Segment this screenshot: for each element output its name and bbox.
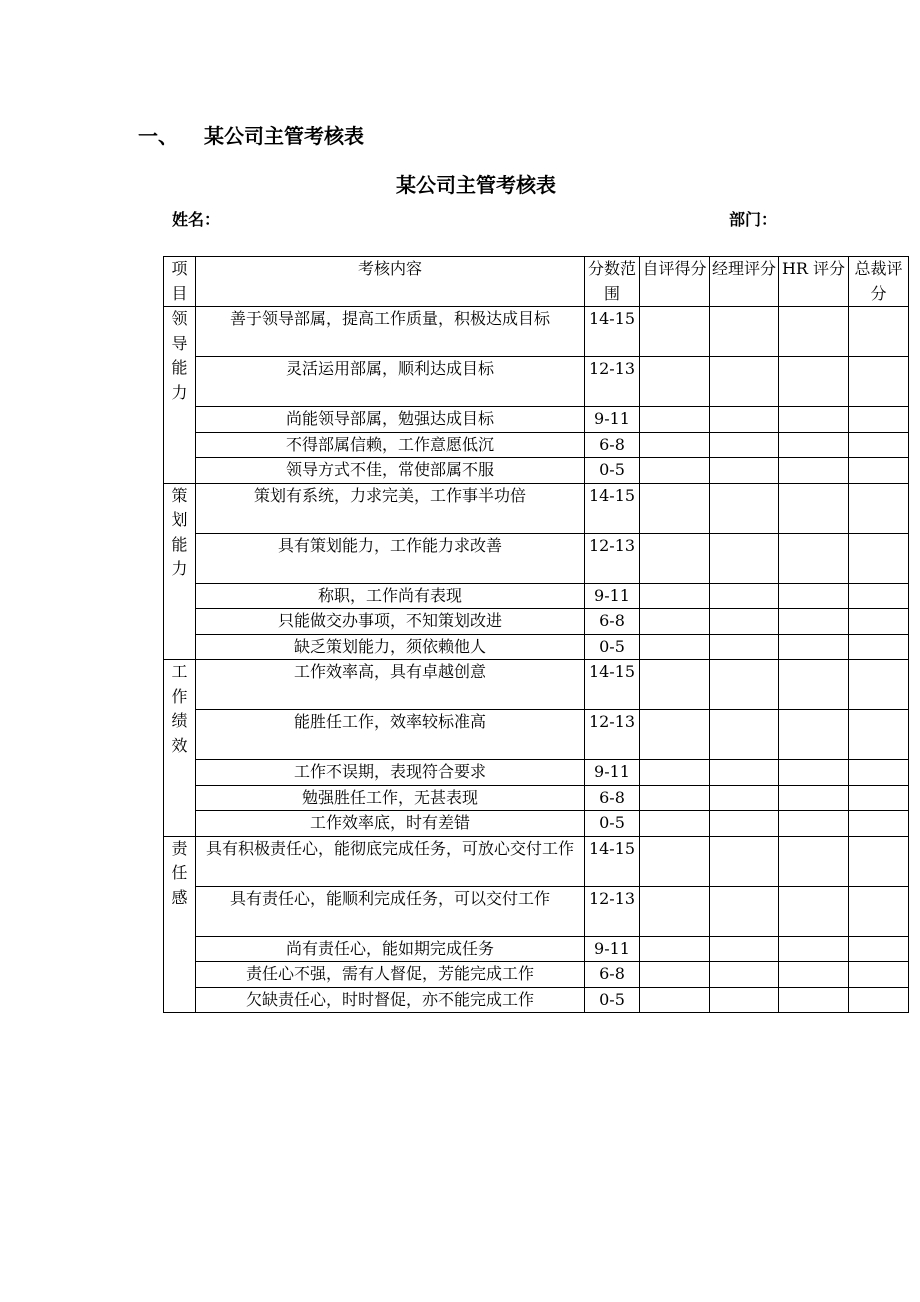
range-cell: 9-11: [585, 583, 640, 609]
table-row: [164, 609, 909, 635]
president-score-cell[interactable]: [849, 836, 909, 886]
manager-score-cell[interactable]: [710, 785, 779, 811]
section-number: 一、: [138, 124, 178, 148]
self-score-cell[interactable]: [640, 357, 710, 407]
range-cell: 0-5: [585, 634, 640, 660]
self-score-cell[interactable]: [640, 836, 710, 886]
manager-score-cell[interactable]: [710, 432, 779, 458]
self-score-cell[interactable]: [640, 307, 710, 357]
content-cell: 策划有系统，力求完美，工作事半功倍: [196, 483, 585, 533]
table-row: [164, 811, 909, 837]
content-cell: 尚能领导部属，勉强达成目标: [196, 407, 585, 433]
department-label: 部门：: [729, 210, 778, 229]
self-score-cell[interactable]: [640, 886, 710, 936]
self-score-cell[interactable]: [640, 533, 710, 583]
header-hr-score: HR 评分: [779, 257, 849, 307]
table-row: [164, 357, 909, 407]
president-score-cell[interactable]: [849, 407, 909, 433]
manager-score-cell[interactable]: [710, 836, 779, 886]
content-cell: 工作效率底，时有差错: [196, 811, 585, 837]
manager-score-cell[interactable]: [710, 583, 779, 609]
self-score-cell[interactable]: [640, 609, 710, 635]
hr-score-cell[interactable]: [779, 936, 849, 962]
range-cell: 12-13: [585, 710, 640, 760]
range-cell: 12-13: [585, 533, 640, 583]
header-category: 项目: [164, 257, 196, 307]
manager-score-cell[interactable]: [710, 357, 779, 407]
president-score-cell[interactable]: [849, 533, 909, 583]
manager-score-cell[interactable]: [710, 760, 779, 786]
content-cell: 领导方式不佳，常使部属不服: [196, 458, 585, 484]
category-cell: 责任感: [164, 836, 196, 1013]
table-row: [164, 886, 909, 936]
president-score-cell[interactable]: [849, 710, 909, 760]
hr-score-cell[interactable]: [779, 836, 849, 886]
self-score-cell[interactable]: [640, 962, 710, 988]
table-row: [164, 533, 909, 583]
range-cell: 12-13: [585, 357, 640, 407]
self-score-cell[interactable]: [640, 407, 710, 433]
table-row: [164, 710, 909, 760]
hr-score-cell[interactable]: [779, 811, 849, 837]
content-cell: 具有积极责任心，能彻底完成任务，可放心交付工作: [196, 836, 585, 886]
content-cell: 灵活运用部属，顺利达成目标: [196, 357, 585, 407]
self-score-cell[interactable]: [640, 483, 710, 533]
president-score-cell[interactable]: [849, 483, 909, 533]
hr-score-cell[interactable]: [779, 583, 849, 609]
manager-score-cell[interactable]: [710, 407, 779, 433]
content-cell: 工作不误期，表现符合要求: [196, 760, 585, 786]
range-cell: 0-5: [585, 987, 640, 1013]
hr-score-cell[interactable]: [779, 609, 849, 635]
table-row: [164, 432, 909, 458]
president-score-cell[interactable]: [849, 357, 909, 407]
manager-score-cell[interactable]: [710, 458, 779, 484]
name-label: 姓名：: [172, 210, 221, 229]
content-cell: 不得部属信赖，工作意愿低沉: [196, 432, 585, 458]
self-score-cell[interactable]: [640, 583, 710, 609]
president-score-cell[interactable]: [849, 660, 909, 710]
hr-score-cell[interactable]: [779, 886, 849, 936]
range-cell: 9-11: [585, 407, 640, 433]
president-score-cell[interactable]: [849, 936, 909, 962]
table-row: [164, 962, 909, 988]
range-cell: 14-15: [585, 836, 640, 886]
manager-score-cell[interactable]: [710, 307, 779, 357]
manager-score-cell[interactable]: [710, 987, 779, 1013]
table-row: [164, 660, 909, 710]
table-row: [164, 483, 909, 533]
range-cell: 14-15: [585, 483, 640, 533]
section-heading: [138, 120, 364, 152]
evaluation-table: [163, 256, 909, 1013]
self-score-cell[interactable]: [640, 785, 710, 811]
content-cell: 只能做交办事项，不知策划改进: [196, 609, 585, 635]
president-score-cell[interactable]: [849, 785, 909, 811]
table-row: [164, 760, 909, 786]
section-title: 某公司主管考核表: [204, 124, 364, 148]
range-cell: 6-8: [585, 432, 640, 458]
table-row: [164, 407, 909, 433]
content-cell: 工作效率高，具有卓越创意: [196, 660, 585, 710]
header-row: [164, 257, 909, 307]
hr-score-cell[interactable]: [779, 760, 849, 786]
range-cell: 6-8: [585, 962, 640, 988]
president-score-cell[interactable]: [849, 432, 909, 458]
manager-score-cell[interactable]: [710, 710, 779, 760]
header-range: 分数范围: [585, 257, 640, 307]
table-row: [164, 634, 909, 660]
range-cell: 9-11: [585, 760, 640, 786]
content-cell: 尚有责任心，能如期完成任务: [196, 936, 585, 962]
header-self-score: 自评得分: [640, 257, 710, 307]
content-cell: 欠缺责任心，时时督促，亦不能完成工作: [196, 987, 585, 1013]
table-row: [164, 936, 909, 962]
header-content: 考核内容: [196, 257, 585, 307]
president-score-cell[interactable]: [849, 811, 909, 837]
president-score-cell[interactable]: [849, 962, 909, 988]
president-score-cell[interactable]: [849, 760, 909, 786]
manager-score-cell[interactable]: [710, 936, 779, 962]
table-row: [164, 785, 909, 811]
hr-score-cell[interactable]: [779, 458, 849, 484]
content-cell: 勉强胜任工作，无甚表现: [196, 785, 585, 811]
self-score-cell[interactable]: [640, 432, 710, 458]
header-manager-score: 经理评分: [710, 257, 779, 307]
hr-score-cell[interactable]: [779, 987, 849, 1013]
self-score-cell[interactable]: [640, 458, 710, 484]
range-cell: 14-15: [585, 307, 640, 357]
hr-score-cell[interactable]: [779, 357, 849, 407]
hr-score-cell[interactable]: [779, 634, 849, 660]
range-cell: 0-5: [585, 811, 640, 837]
category-cell: 领导能力: [164, 307, 196, 484]
manager-score-cell[interactable]: [710, 634, 779, 660]
table-row: [164, 583, 909, 609]
range-cell: 14-15: [585, 660, 640, 710]
content-cell: 缺乏策划能力，须依赖他人: [196, 634, 585, 660]
president-score-cell[interactable]: [849, 987, 909, 1013]
range-cell: 0-5: [585, 458, 640, 484]
hr-score-cell[interactable]: [779, 432, 849, 458]
president-score-cell[interactable]: [849, 634, 909, 660]
manager-score-cell[interactable]: [710, 483, 779, 533]
content-cell: 具有责任心，能顺利完成任务，可以交付工作: [196, 886, 585, 936]
content-cell: 具有策划能力，工作能力求改善: [196, 533, 585, 583]
manager-score-cell[interactable]: [710, 533, 779, 583]
category-cell: 工作绩效: [164, 660, 196, 837]
category-cell: 策划能力: [164, 483, 196, 660]
hr-score-cell[interactable]: [779, 660, 849, 710]
header-president-score: 总裁评分: [849, 257, 909, 307]
range-cell: 12-13: [585, 886, 640, 936]
range-cell: 6-8: [585, 609, 640, 635]
self-score-cell[interactable]: [640, 760, 710, 786]
president-score-cell[interactable]: [849, 307, 909, 357]
manager-score-cell[interactable]: [710, 811, 779, 837]
table-row: [164, 458, 909, 484]
president-score-cell[interactable]: [849, 609, 909, 635]
range-cell: 9-11: [585, 936, 640, 962]
hr-score-cell[interactable]: [779, 483, 849, 533]
self-score-cell[interactable]: [640, 634, 710, 660]
self-score-cell[interactable]: [640, 987, 710, 1013]
self-score-cell[interactable]: [640, 660, 710, 710]
content-cell: 能胜任工作，效率较标准高: [196, 710, 585, 760]
self-score-cell[interactable]: [640, 710, 710, 760]
hr-score-cell[interactable]: [779, 962, 849, 988]
president-score-cell[interactable]: [849, 886, 909, 936]
table-row: [164, 307, 909, 357]
content-cell: 善于领导部属，提高工作质量，积极达成目标: [196, 307, 585, 357]
form-title: 某公司主管考核表: [396, 173, 556, 197]
hr-score-cell[interactable]: [779, 407, 849, 433]
president-score-cell[interactable]: [849, 458, 909, 484]
content-cell: 称职，工作尚有表现: [196, 583, 585, 609]
hr-score-cell[interactable]: [779, 533, 849, 583]
range-cell: 6-8: [585, 785, 640, 811]
content-cell: 责任心不强，需有人督促，芳能完成工作: [196, 962, 585, 988]
table-row: [164, 836, 909, 886]
table-row: [164, 987, 909, 1013]
manager-score-cell[interactable]: [710, 609, 779, 635]
self-score-cell[interactable]: [640, 936, 710, 962]
hr-score-cell[interactable]: [779, 785, 849, 811]
manager-score-cell[interactable]: [710, 660, 779, 710]
hr-score-cell[interactable]: [779, 710, 849, 760]
hr-score-cell[interactable]: [779, 307, 849, 357]
manager-score-cell[interactable]: [710, 962, 779, 988]
self-score-cell[interactable]: [640, 811, 710, 837]
manager-score-cell[interactable]: [710, 886, 779, 936]
president-score-cell[interactable]: [849, 583, 909, 609]
